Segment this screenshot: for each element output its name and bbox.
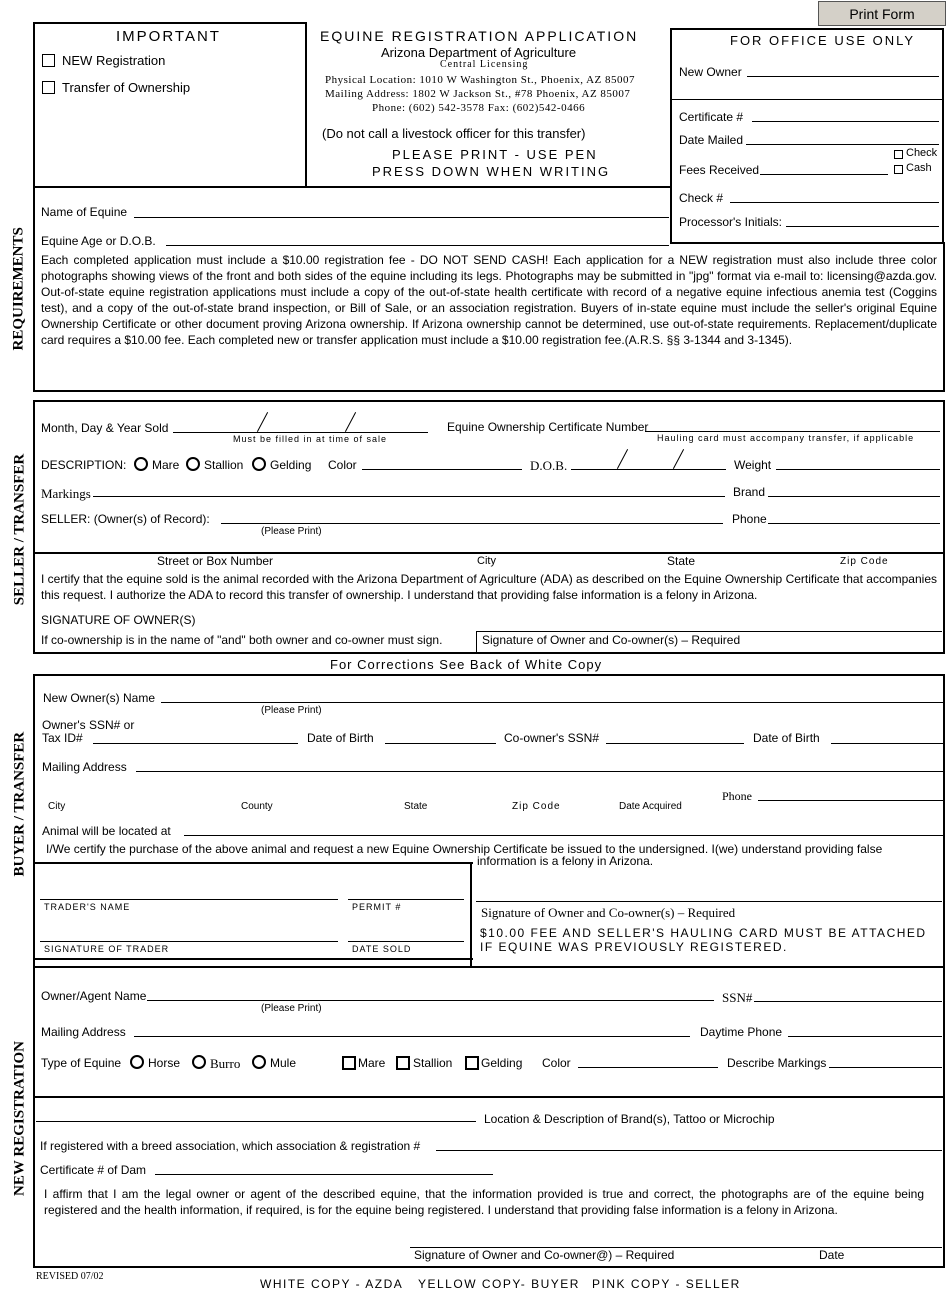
stallion-radio[interactable] bbox=[186, 457, 200, 471]
seller-right-border bbox=[943, 400, 945, 654]
requirements-left-border bbox=[33, 186, 35, 392]
important-box bbox=[33, 22, 307, 188]
newreg-bottom-border bbox=[33, 1266, 945, 1268]
new-registration-label: NEW Registration bbox=[62, 53, 166, 68]
date-sold-slash-2 bbox=[345, 412, 356, 432]
permit-label: PERMIT # bbox=[352, 902, 402, 912]
breed-association-field[interactable] bbox=[436, 1150, 942, 1151]
office-use-title: FOR OFFICE USE ONLY bbox=[730, 33, 916, 48]
type-equine-label: Type of Equine bbox=[41, 1056, 122, 1070]
form-title: EQUINE REGISTRATION APPLICATION bbox=[320, 28, 639, 44]
buyer-phone-label: Phone bbox=[722, 789, 752, 803]
trader-signature-field[interactable] bbox=[40, 941, 338, 942]
buyer-bottom-border-2 bbox=[33, 966, 945, 968]
fee-note-line-2: IF EQUINE WAS PREVIOUSLY REGISTERED. bbox=[480, 940, 788, 954]
date-sold-trader-label: DATE SOLD bbox=[352, 944, 412, 954]
yellow-copy-label: YELLOW COPY- BUYER bbox=[418, 1277, 580, 1291]
burro-radio[interactable] bbox=[192, 1055, 206, 1069]
buyer-certify-line-2: information is a felony in Arizona. bbox=[477, 854, 654, 868]
date-sold-label: Month, Day & Year Sold bbox=[41, 421, 169, 435]
newreg-mare-label: Mare bbox=[358, 1056, 386, 1070]
daytime-phone-field[interactable] bbox=[788, 1036, 942, 1037]
seller-name-field[interactable] bbox=[221, 523, 723, 524]
weight-label: Weight bbox=[734, 458, 772, 472]
weight-field[interactable] bbox=[776, 469, 940, 470]
coowner-ssn-label: Co-owner's SSN# bbox=[504, 731, 599, 745]
buyer-mailing-label: Mailing Address bbox=[42, 760, 127, 774]
date-mailed-label: Date Mailed bbox=[679, 133, 744, 147]
dob-slash-1 bbox=[617, 449, 628, 469]
date-sold-slash-1 bbox=[257, 412, 268, 432]
mule-label: Mule bbox=[270, 1056, 297, 1070]
newreg-side-label: NEW REGISTRATION bbox=[11, 1041, 28, 1196]
describe-markings-field[interactable] bbox=[829, 1067, 942, 1068]
description-label: DESCRIPTION: bbox=[41, 458, 127, 472]
transfer-checkbox[interactable] bbox=[42, 81, 55, 94]
permit-field[interactable] bbox=[348, 899, 464, 900]
hauling-card-note: Hauling card must accompany transfer, if applicable bbox=[657, 433, 915, 443]
office-new-owner-label: New Owner bbox=[679, 65, 742, 79]
coownership-note: If co-ownership is in the name of "and" both owner and co-owner must sign. bbox=[41, 633, 443, 647]
brand-field[interactable] bbox=[768, 496, 940, 497]
cash-option-label: Cash bbox=[906, 162, 932, 174]
dob-field[interactable] bbox=[571, 469, 726, 470]
must-fill-note: Must be filled in at time of sale bbox=[233, 434, 388, 444]
seller-zip-label: Zip Code bbox=[840, 556, 889, 567]
owner-agent-field[interactable] bbox=[147, 1000, 714, 1001]
dam-certificate-label: Certificate # of Dam bbox=[40, 1163, 147, 1177]
equine-name-field[interactable] bbox=[134, 217, 669, 218]
office-divider bbox=[672, 99, 942, 100]
buyer-city-label: City bbox=[48, 801, 66, 812]
coowner-dob-field[interactable] bbox=[831, 743, 943, 744]
certificate-label: Certificate # bbox=[679, 110, 744, 124]
mailing-address: Mailing Address: 1802 W Jackson St., #78 Phoenix, AZ 85007 bbox=[325, 88, 631, 100]
newreg-date-label: Date bbox=[819, 1248, 845, 1262]
print-instruction-2: PRESS DOWN WHEN WRITING bbox=[372, 164, 611, 179]
buyer-please-print: (Please Print) bbox=[261, 705, 322, 716]
seller-bottom-border bbox=[33, 652, 945, 654]
seller-signature-field[interactable] bbox=[476, 631, 942, 632]
color-field[interactable] bbox=[362, 469, 522, 470]
trader-signature-label: SIGNATURE OF TRADER bbox=[44, 944, 170, 954]
buyer-zip-label: Zip Code bbox=[512, 801, 561, 812]
phone-fax: Phone: (602) 542-3578 Fax: (602)542-0466 bbox=[372, 102, 586, 114]
coowner-ssn-field[interactable] bbox=[606, 743, 744, 744]
agency-name: Arizona Department of Agriculture bbox=[381, 45, 577, 60]
dob-label: D.O.B. bbox=[530, 458, 568, 473]
newreg-ssn-field[interactable] bbox=[754, 1001, 942, 1002]
cert-number-field[interactable] bbox=[645, 431, 940, 432]
stallion-label: Stallion bbox=[204, 458, 244, 472]
buyer-split-border bbox=[33, 862, 473, 864]
newreg-gelding-checkbox[interactable] bbox=[465, 1056, 479, 1070]
newreg-mailing-label: Mailing Address bbox=[41, 1025, 126, 1039]
seller-signature-required: Signature of Owner and Co-owner(s) – Required bbox=[482, 633, 741, 647]
new-registration-checkbox[interactable] bbox=[42, 54, 55, 67]
requirements-paragraph: Each completed application must include a $10.00 registration fee - DO NOT SEND CASH! Each application for a NEW registration must also include three color photographs showing views of the front and both sides of the equine including its legs. Photographs may be submitted in "jpg" format via e-mail to: licensing@azda.gov. Out-of-state equine registration applications must include a copy of the out-of-state health certificate with record of a negative equine infectious anemia test (Coggins test), and a copy of the out-of-state brand inspection, or Bill of Sale, or an association registration. Buyers of in-state equine must include the seller's original Equine Ownership Certificate or other document proving Arizona ownership. If Arizona ownership cannot be determined, use out-of-state requirements. Replacement/duplicate card requires a $10.00 fee. Each completed new or transfer application must include a $10.00 registration fee.(A.R.S. §§ 3-1344 and 3-1345). bbox=[41, 253, 937, 347]
date-acquired-label: Date Acquired bbox=[619, 801, 682, 812]
mare-radio[interactable] bbox=[134, 457, 148, 471]
fees-received-field[interactable] bbox=[760, 174, 888, 175]
brand-label: Brand bbox=[733, 485, 766, 499]
revised-date: REVISED 07/02 bbox=[36, 1271, 104, 1282]
seller-sig-tick bbox=[476, 631, 477, 652]
seller-phone-field[interactable] bbox=[768, 523, 940, 524]
newreg-color-label: Color bbox=[542, 1056, 571, 1070]
breed-association-label: If registered with a breed association, which association & registration # bbox=[40, 1139, 421, 1153]
important-title: IMPORTANT bbox=[116, 28, 221, 45]
buyer-side-label: BUYER / TRANSFER bbox=[11, 731, 28, 877]
fees-received-label: Fees Received bbox=[679, 163, 760, 177]
coowner-dob-label: Date of Birth bbox=[753, 731, 820, 745]
markings-field[interactable] bbox=[93, 496, 725, 497]
date-sold-trader-field[interactable] bbox=[348, 941, 464, 942]
brand-location-field[interactable] bbox=[36, 1121, 476, 1122]
markings-label: Markings bbox=[41, 486, 91, 501]
newreg-gelding-label: Gelding bbox=[481, 1056, 523, 1070]
newreg-ssn-label: SSN# bbox=[722, 990, 753, 1005]
buyer-mailing-field[interactable] bbox=[136, 771, 943, 772]
dob-slash-2 bbox=[673, 449, 684, 469]
office-new-owner-field[interactable] bbox=[747, 76, 939, 77]
located-label: Animal will be located at bbox=[42, 824, 171, 838]
white-copy-label: WHITE COPY - AZDA bbox=[260, 1277, 404, 1291]
seller-name-label: SELLER: (Owner(s) of Record): bbox=[41, 512, 210, 526]
newreg-signature-label: Signature of Owner and Co-owner@) – Required bbox=[414, 1248, 675, 1262]
check-option-label: Check bbox=[906, 147, 938, 159]
newreg-right-border bbox=[943, 966, 945, 1268]
date-mailed-field[interactable] bbox=[746, 144, 939, 145]
owner-ssn-label-2: Tax ID# bbox=[42, 731, 83, 745]
affirm-paragraph: I affirm that I am the legal owner or agent of the described equine, that the information provided is true and correct, the photographs are of the equine being registered and the health information, if required, is for the equine being registered. I understand that providing false information is a felony in Arizona. bbox=[44, 1187, 924, 1217]
describe-markings-label: Describe Markings bbox=[727, 1056, 827, 1070]
buyer-signature-required: Signature of Owner and Co-owner(s) – Required bbox=[481, 905, 736, 920]
owner-ssn-label-1: Owner's SSN# or bbox=[42, 718, 135, 732]
requirements-right-border bbox=[943, 242, 945, 392]
no-call-note: (Do not call a livestock officer for this transfer) bbox=[322, 126, 586, 141]
certificate-field[interactable] bbox=[752, 121, 939, 122]
horse-radio[interactable] bbox=[130, 1055, 144, 1069]
cert-number-label: Equine Ownership Certificate Number bbox=[447, 420, 649, 434]
equine-name-label: Name of Equine bbox=[41, 205, 128, 219]
buyer-left-border bbox=[33, 674, 35, 968]
newreg-mid-border bbox=[33, 1096, 945, 1098]
newreg-stallion-label: Stallion bbox=[413, 1056, 453, 1070]
mule-radio[interactable] bbox=[252, 1055, 266, 1069]
seller-phone-label: Phone bbox=[732, 512, 767, 526]
buyer-signature-field[interactable] bbox=[476, 901, 942, 902]
owner-ssn-field[interactable] bbox=[93, 743, 298, 744]
located-field[interactable] bbox=[184, 835, 943, 836]
cash-option-checkbox[interactable] bbox=[894, 165, 903, 174]
buyer-split-vertical bbox=[470, 862, 472, 968]
newreg-left-border bbox=[33, 966, 35, 1268]
mare-label: Mare bbox=[152, 458, 180, 472]
seller-side-label: SELLER / TRANSFER bbox=[11, 453, 28, 606]
date-sold-field[interactable] bbox=[173, 432, 428, 433]
equine-age-label: Equine Age or D.O.B. bbox=[41, 234, 156, 248]
traders-name-label: TRADER'S NAME bbox=[44, 902, 131, 912]
buyer-state-label: State bbox=[404, 801, 428, 812]
signature-of-owner-label: SIGNATURE OF OWNER(S) bbox=[41, 613, 196, 627]
buyer-top-border bbox=[33, 674, 945, 676]
newreg-please-print: (Please Print) bbox=[261, 1003, 322, 1014]
fee-note-line-1: $10.00 FEE AND SELLER'S HAULING CARD MUST BE ATTACHED bbox=[480, 926, 927, 940]
seller-state-label: State bbox=[667, 554, 696, 568]
requirements-top-border bbox=[33, 186, 670, 188]
buyer-right-border bbox=[943, 674, 945, 968]
seller-certify-paragraph: I certify that the equine sold is the animal recorded with the Arizona Department of Agriculture (ADA) as described on the Equine Ownership Certificate that accompanies this request. I authorize the ADA to record this transfer of ownership. I understand that providing false information is a felony in Arizona. bbox=[41, 572, 937, 602]
owner-dob-label: Date of Birth bbox=[307, 731, 374, 745]
newreg-mailing-field[interactable] bbox=[134, 1036, 690, 1037]
buyer-county-label: County bbox=[241, 801, 273, 812]
newreg-mare-checkbox[interactable] bbox=[342, 1056, 356, 1070]
gelding-label: Gelding bbox=[270, 458, 312, 472]
check-number-label: Check # bbox=[679, 191, 724, 205]
color-label: Color bbox=[328, 458, 357, 472]
buyer-phone-field[interactable] bbox=[758, 800, 943, 801]
dam-certificate-field[interactable] bbox=[155, 1174, 493, 1175]
newreg-stallion-checkbox[interactable] bbox=[396, 1056, 410, 1070]
seller-top-border bbox=[33, 400, 945, 402]
pink-copy-label: PINK COPY - SELLER bbox=[592, 1277, 741, 1291]
horse-label: Horse bbox=[148, 1056, 181, 1070]
division-name: Central Licensing bbox=[440, 59, 529, 70]
buyer-certify-line-1: I/We certify the purchase of the above animal and request a new Equine Ownership Certificate be issued to the undersigned. I(we) understand providing false bbox=[46, 842, 883, 856]
seller-street-label: Street or Box Number bbox=[157, 554, 274, 568]
check-option-checkbox[interactable] bbox=[894, 150, 903, 159]
brand-location-label: Location & Description of Brand(s), Tattoo or Microchip bbox=[484, 1112, 775, 1126]
physical-address: Physical Location: 1010 W Washington St., Phoenix, AZ 85007 bbox=[325, 74, 636, 86]
seller-city-label: City bbox=[477, 555, 496, 567]
equine-age-field[interactable] bbox=[166, 245, 669, 246]
transfer-label: Transfer of Ownership bbox=[62, 80, 191, 95]
processor-initials-field[interactable] bbox=[786, 226, 939, 227]
check-number-field[interactable] bbox=[730, 202, 939, 203]
requirements-side-label: REQUIREMENTS bbox=[10, 227, 27, 351]
burro-label: Burro bbox=[210, 1056, 241, 1071]
corrections-note: For Corrections See Back of White Copy bbox=[330, 657, 603, 672]
print-instruction-1: PLEASE PRINT - USE PEN bbox=[392, 147, 598, 162]
new-owner-name-label: New Owner(s) Name bbox=[43, 691, 156, 705]
processor-initials-label: Processor's Initials: bbox=[679, 215, 782, 229]
daytime-phone-label: Daytime Phone bbox=[700, 1025, 783, 1039]
seller-please-print: (Please Print) bbox=[261, 526, 322, 537]
owner-agent-label: Owner/Agent Name bbox=[41, 989, 147, 1003]
print-form-button[interactable]: Print Form bbox=[818, 1, 946, 26]
requirements-bottom-border bbox=[33, 390, 945, 392]
newreg-color-field[interactable] bbox=[578, 1067, 718, 1068]
buyer-bottom-border bbox=[33, 958, 473, 960]
owner-dob-field[interactable] bbox=[385, 743, 496, 744]
seller-left-border bbox=[33, 400, 35, 654]
new-owner-name-field[interactable] bbox=[161, 702, 943, 703]
gelding-radio[interactable] bbox=[252, 457, 266, 471]
traders-name-field[interactable] bbox=[40, 899, 338, 900]
